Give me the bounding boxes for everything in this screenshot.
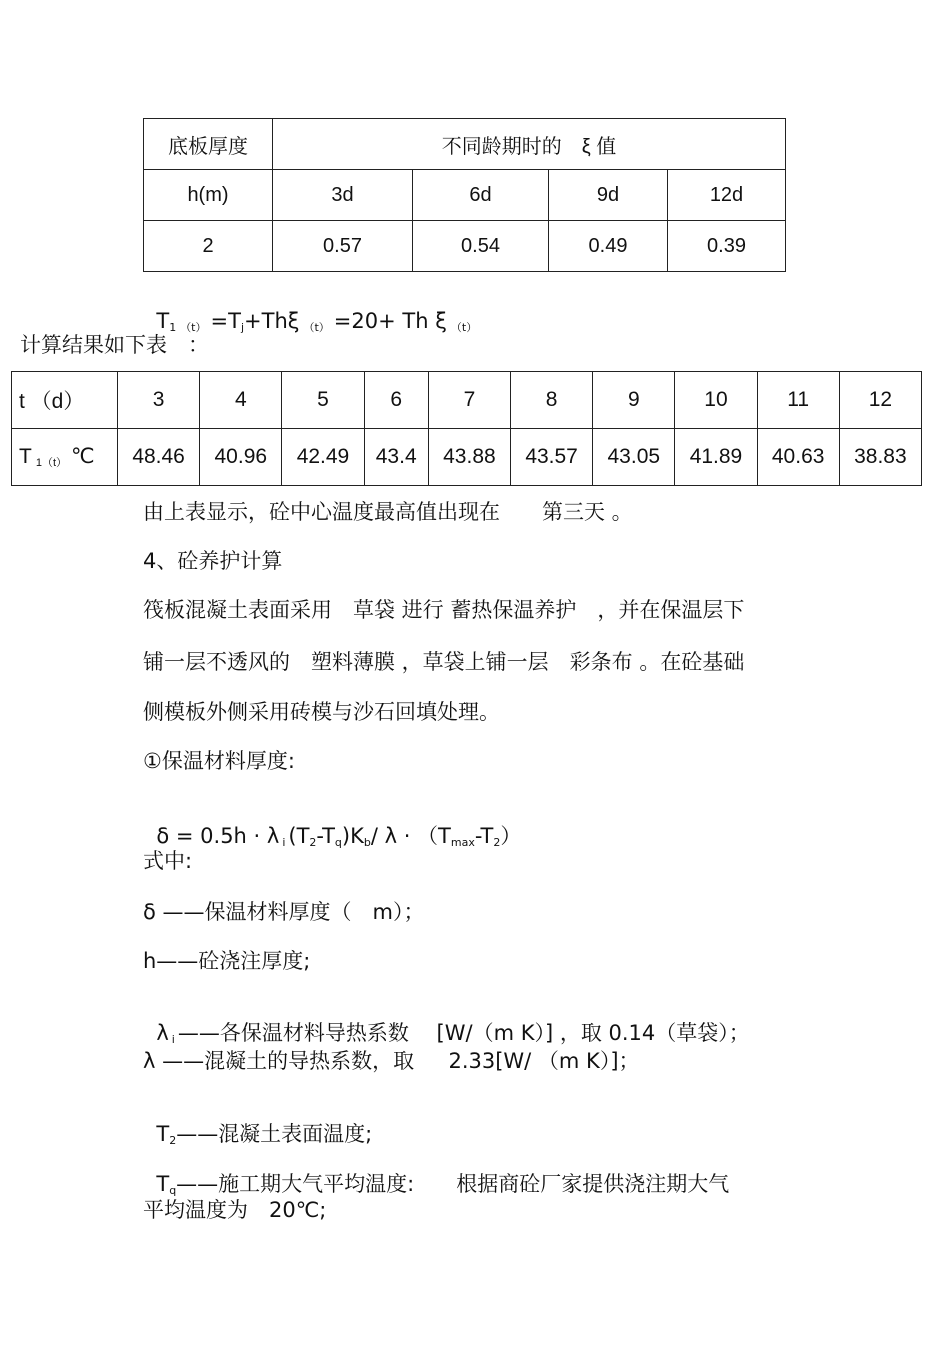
formula-sub: i — [282, 836, 286, 849]
formula-sub: （t） — [180, 321, 207, 334]
formula-sub: 2 — [309, 836, 317, 849]
def-text: T — [156, 1172, 170, 1196]
def-text: ——各保温材料导热系数 [W/（m K）] ，取 0.14（草袋）； — [177, 1021, 750, 1045]
formula-text: T — [156, 309, 170, 333]
day-cell: 8 — [511, 372, 593, 429]
xi-value-table — [143, 118, 786, 272]
temp-cell: 40.63 — [757, 429, 839, 486]
thickness-value: 2 — [144, 221, 273, 272]
formula-text: -T — [474, 824, 494, 848]
calc-intro: 计算结果如下表 ： — [20, 333, 209, 357]
temp-cell: 43.4 — [364, 429, 428, 486]
xi-header: 不同龄期时的 ξ 值 — [273, 119, 786, 170]
thickness-header: 底板厚度 — [144, 119, 273, 170]
formula-sub: （t） — [450, 321, 478, 334]
result-text: 由上表显示，砼中心温度最高值出现在 第三天 。 — [143, 500, 633, 524]
definition-t2 — [143, 1098, 372, 1153]
temp-cell: 43.88 — [428, 429, 510, 486]
formula-delta — [143, 800, 521, 855]
day-row-label: t （d） — [12, 372, 118, 429]
day-cell: 5 — [282, 372, 364, 429]
day-cell: 3 — [118, 372, 200, 429]
formula-text: =T — [210, 309, 241, 333]
thickness-unit-header: h(m) — [144, 170, 273, 221]
def-sub: 2 — [169, 1134, 177, 1147]
formula-text: )K — [341, 824, 364, 848]
age-header: 12d — [668, 170, 786, 221]
temp-cell: 42.49 — [282, 429, 364, 486]
temp-cell: 48.46 — [118, 429, 200, 486]
temp-label-main: T — [19, 445, 32, 468]
formula-text: ） — [500, 824, 522, 848]
day-cell: 6 — [364, 372, 428, 429]
definition-lambda-i — [143, 997, 750, 1052]
day-cell: 10 — [675, 372, 757, 429]
temp-cell: 40.96 — [200, 429, 282, 486]
temp-cell: 41.89 — [675, 429, 757, 486]
xi-value: 0.54 — [413, 221, 549, 272]
def-sub: i — [171, 1033, 175, 1046]
where-label: 式中: — [143, 849, 193, 873]
day-cell: 11 — [757, 372, 839, 429]
temperature-table — [11, 371, 922, 486]
temp-cell: 43.57 — [511, 429, 593, 486]
temp-label-unit: ℃ — [71, 445, 95, 468]
formula-text: -T — [316, 824, 335, 848]
average-temperature: 平均温度为 20℃; — [143, 1198, 327, 1222]
age-header: 6d — [413, 170, 549, 221]
xi-value: 0.57 — [273, 221, 413, 272]
def-sub: q — [169, 1184, 177, 1197]
section-heading: 4、砼养护计算 — [143, 549, 283, 573]
paragraph-line: 侧模板外侧采用砖模与沙石回填处理。 — [143, 700, 500, 724]
formula-sub: 2 — [493, 836, 501, 849]
definition-lambda: λ ——混凝土的导热系数，取 2.33[W/ （m K）]； — [143, 1049, 640, 1073]
insulation-heading: ①保温材料厚度: — [143, 749, 295, 773]
formula-sub: q — [334, 836, 342, 849]
formula-text: δ = 0.5h · λ — [156, 824, 280, 848]
day-cell: 7 — [428, 372, 510, 429]
paragraph-line: 铺一层不透风的 塑料薄膜 ，草袋上铺一层 彩条布 。在砼基础 — [143, 650, 745, 674]
xi-value: 0.49 — [549, 221, 668, 272]
formula-sub: j — [240, 321, 245, 334]
formula-text: (T — [288, 824, 310, 848]
formula-sub: b — [363, 836, 371, 849]
age-header: 3d — [273, 170, 413, 221]
temp-cell: 43.05 — [593, 429, 675, 486]
def-text: λ — [156, 1021, 169, 1045]
day-cell: 9 — [593, 372, 675, 429]
definition-tq — [143, 1148, 729, 1203]
formula-sub: （t） — [303, 321, 330, 334]
formula-sub: 1 — [169, 321, 177, 334]
temp-label-sub: 1（t） — [35, 457, 68, 469]
age-header: 9d — [549, 170, 668, 221]
xi-value: 0.39 — [668, 221, 786, 272]
day-cell: 4 — [200, 372, 282, 429]
formula-text: +Thξ — [244, 309, 300, 333]
definition-delta: δ ——保温材料厚度（ m）； — [143, 900, 425, 924]
formula-text: =20+ Th ξ — [333, 309, 447, 333]
day-cell: 12 — [839, 372, 921, 429]
def-text: ——施工期大气平均温度: 根据商砼厂家提供浇注期大气 — [176, 1172, 730, 1196]
definition-h: h——砼浇注厚度; — [143, 949, 311, 973]
def-text: T — [156, 1122, 170, 1146]
paragraph-line: 筏板混凝土表面采用 草袋 进行 蓄热保温养护 ，并在保温层下 — [143, 598, 745, 622]
temp-row-label — [12, 429, 118, 486]
formula-t1 — [143, 285, 481, 340]
def-text: ——混凝土表面温度; — [176, 1122, 373, 1146]
temp-cell: 38.83 — [839, 429, 921, 486]
formula-text: / λ · （T — [370, 824, 451, 848]
formula-sub: max — [450, 836, 475, 849]
